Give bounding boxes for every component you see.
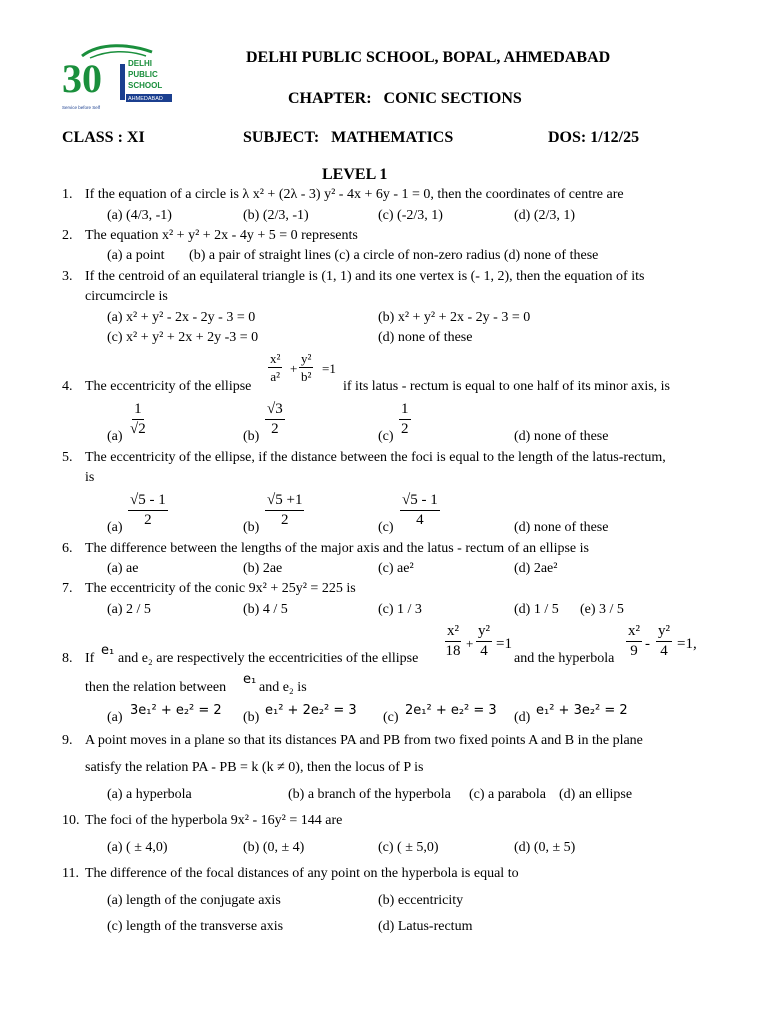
q11-number: 11. <box>62 866 79 881</box>
subject-label: SUBJECT: MATHEMATICS <box>243 129 454 146</box>
q8-hyp-x-num: x² <box>626 624 642 642</box>
q7-option-a: (a) 2 / 5 <box>107 602 151 617</box>
q5-fa-num: √5 - 1 <box>128 493 168 511</box>
q4-text-line1: The eccentricity of the ellipse <box>85 379 252 394</box>
q8-option-c-eq: 2e₁² + e₂² = 3 <box>405 703 497 718</box>
q3-number: 3. <box>62 269 73 284</box>
q5-fb-den: 2 <box>280 512 289 528</box>
q6-text: The difference between the lengths of the major axis and the latus - rectum of an ellipse is <box>85 541 589 556</box>
q8-option-b: (b) <box>243 710 260 725</box>
q4-fc-den: 2 <box>401 421 409 437</box>
q8-hyperbola-rhs: =1, <box>677 636 697 652</box>
q9-option-c: (c) a parabola <box>469 787 546 802</box>
q4-ellipse-x-den: a² <box>270 369 281 384</box>
q4-fc-num: 1 <box>399 402 411 420</box>
q5-fc-num: √5 - 1 <box>400 493 440 511</box>
q1-option-b: (b) (2/3, -1) <box>243 208 309 223</box>
q7-option-e: (e) 3 / 5 <box>580 602 624 617</box>
q5-option-c-fraction <box>400 493 440 528</box>
school-logo <box>60 44 175 112</box>
q3-text-line1: If the centroid of an equilateral triangle is (1, 1) and its one vertex is (- 1, 2), then the equation of its <box>85 269 645 284</box>
logo-tagline: Service before Self <box>62 105 101 110</box>
q4-fb-num: √3 <box>265 402 285 420</box>
q9-option-a: (a) a hyperbola <box>107 787 192 802</box>
q8-if: If <box>85 651 95 666</box>
q8-ellipse-x-term <box>445 624 461 659</box>
q4-number: 4. <box>62 379 73 394</box>
q1-option-a: (a) (4/3, -1) <box>107 208 172 223</box>
q5-option-b: (b) <box>243 520 260 535</box>
q1-number: 1. <box>62 187 73 202</box>
logo-line1: DELHI <box>128 59 152 68</box>
q11-text: The difference of the focal distances of any point on the hyperbola is equal to <box>85 866 519 881</box>
q10-text: The foci of the hyperbola 9x² - 16y² = 144 are <box>85 813 343 828</box>
class-label: CLASS : XI <box>62 129 145 146</box>
q8-text-line3: then the relation between <box>85 680 227 695</box>
q7-option-c: (c) 1 / 3 <box>378 602 422 617</box>
logo-line4: AHMEDABAD <box>128 96 163 102</box>
q8-option-d-eq: e₁² + 3e₂² = 2 <box>536 703 628 718</box>
logo-badge: 30 <box>62 56 102 101</box>
q11-option-a: (a) length of the conjugate axis <box>107 893 281 908</box>
logo-line2: PUBLIC <box>128 70 158 79</box>
q4-option-a: (a) <box>107 429 123 444</box>
q7-text: The eccentricity of the conic 9x² + 25y² = 225 is <box>85 581 356 596</box>
q9-number: 9. <box>62 733 73 748</box>
q3-option-c: (c) x² + y² + 2x + 2y -3 = 0 <box>107 330 259 345</box>
q8-hyperbola-y-term <box>656 624 672 659</box>
q4-ellipse-y-num: y² <box>301 351 312 366</box>
q8-text-line2: and the hyperbola <box>514 651 615 666</box>
q4-ellipse-y-den: b² <box>301 369 312 384</box>
level-heading: LEVEL 1 <box>322 166 388 183</box>
q8-ellipse-y-term <box>476 624 492 659</box>
q8-hyperbola-minus: - <box>645 636 650 652</box>
q8-e1-symbol-2: e₁ <box>243 672 257 687</box>
q8-ellipse-rhs: =1 <box>496 636 512 652</box>
q1-option-c: (c) (-2/3, 1) <box>378 208 443 223</box>
q1-text: If the equation of a circle is λ x² + (2λ - 3) y² - 4x + 6y - 1 = 0, then the coordinates of centre are <box>85 187 624 202</box>
q8-option-c: (c) <box>383 710 399 725</box>
q5-option-b-fraction <box>265 493 304 528</box>
q6-option-b: (b) 2ae <box>243 561 283 576</box>
q6-number: 6. <box>62 541 73 556</box>
q4-ellipse-x-term <box>268 352 282 383</box>
q10-option-c: (c) ( ± 5,0) <box>378 840 439 855</box>
q3-option-d: (d) none of these <box>378 330 473 345</box>
q4-option-a-fraction <box>130 402 146 437</box>
q4-fb-den: 2 <box>271 421 279 437</box>
q1-option-d: (d) (2/3, 1) <box>514 208 576 223</box>
q8-ell-y-num: y² <box>476 624 492 642</box>
q3-option-a: (a) x² + y² - 2x - 2y - 3 = 0 <box>107 310 256 325</box>
q3-text-line2: circumcircle is <box>85 289 168 304</box>
q6-option-c: (c) ae² <box>378 561 414 576</box>
q8-e1-symbol: e₁ <box>101 643 115 658</box>
q5-text-line1: The eccentricity of the ellipse, if the distance between the foci is equal to the length of the latus-rectum, <box>85 450 666 465</box>
q5-option-d: (d) none of these <box>514 520 609 535</box>
q5-number: 5. <box>62 450 73 465</box>
q7-number: 7. <box>62 581 73 596</box>
logo-line3: SCHOOL <box>128 81 163 90</box>
q4-fa-den: √2 <box>130 421 146 437</box>
q9-text-line1: A point moves in a plane so that its distances PA and PB from two fixed points A and B in the plane <box>85 733 643 748</box>
q5-fc-den: 4 <box>416 512 424 528</box>
q4-ellipse-rhs: =1 <box>322 361 336 376</box>
q8-hyperbola-x-term <box>626 624 642 659</box>
q8-hyp-y-den: 4 <box>660 643 668 659</box>
q8-hyp-x-den: 9 <box>630 643 638 659</box>
chapter-title: CHAPTER: CONIC SECTIONS <box>288 90 522 107</box>
q8-text-line4: and e₂ is <box>259 680 307 695</box>
q8-option-a-eq: 3e₁² + e₂² = 2 <box>130 703 222 718</box>
q4-ellipse-y-term <box>299 352 313 383</box>
q2-number: 2. <box>62 228 73 243</box>
q4-option-c: (c) <box>378 429 394 444</box>
q4-option-c-fraction <box>399 402 411 437</box>
q5-option-a: (a) <box>107 520 123 535</box>
q5-option-a-fraction <box>128 493 168 528</box>
q9-option-b: (b) a branch of the hyperbola <box>288 787 451 802</box>
q10-option-b: (b) (0, ± 4) <box>243 840 305 855</box>
q8-text-line1: and e₂ are respectively the eccentricities of the ellipse <box>118 651 419 666</box>
q8-ell-x-den: 18 <box>445 643 461 659</box>
logo-emblem <box>60 44 175 112</box>
q8-option-b-eq: e₁² + 2e₂² = 3 <box>265 703 357 718</box>
q9-text-line2: satisfy the relation PA - PB = k (k ≠ 0), then the locus of P is <box>85 760 424 775</box>
q10-option-a: (a) ( ± 4,0) <box>107 840 168 855</box>
q5-fb-num: √5 +1 <box>265 493 304 511</box>
q8-option-d: (d) <box>514 710 531 725</box>
q11-option-d: (d) Latus-rectum <box>378 919 473 934</box>
q4-ellipse-plus: + <box>290 361 298 376</box>
q4-text-line2: if its latus - rectum is equal to one half of its minor axis, is <box>343 379 670 394</box>
q8-ell-x-num: x² <box>445 624 461 642</box>
dos-label: DOS: 1/12/25 <box>548 129 640 146</box>
q8-number: 8. <box>62 651 73 666</box>
q2-text: The equation x² + y² + 2x - 4y + 5 = 0 represents <box>85 228 358 243</box>
q5-option-c: (c) <box>378 520 394 535</box>
q5-fa-den: 2 <box>144 512 152 528</box>
q8-option-a: (a) <box>107 710 123 725</box>
q6-option-d: (d) 2ae² <box>514 561 558 576</box>
q2-options: (a) a point (b) a pair of straight lines (c) a circle of non-zero radius (d) none of these <box>107 248 599 263</box>
q10-option-d: (d) (0, ± 5) <box>514 840 576 855</box>
q4-ellipse-x-num: x² <box>270 351 281 366</box>
q4-option-d: (d) none of these <box>514 429 609 444</box>
q4-option-b: (b) <box>243 429 260 444</box>
q11-option-b: (b) eccentricity <box>378 893 464 908</box>
q8-hyp-y-num: y² <box>656 624 672 642</box>
q6-option-a: (a) ae <box>107 561 139 576</box>
q7-option-b: (b) 4 / 5 <box>243 602 288 617</box>
q11-option-c: (c) length of the transverse axis <box>107 919 284 934</box>
q4-option-b-fraction <box>265 402 285 437</box>
q8-ellipse-plus: + <box>466 636 474 651</box>
q7-option-d: (d) 1 / 5 <box>514 602 559 617</box>
school-name: DELHI PUBLIC SCHOOL, BOPAL, AHMEDABAD <box>246 49 611 66</box>
q5-text-line2: is <box>85 470 95 485</box>
q4-fa-num: 1 <box>132 402 144 420</box>
q9-option-d: (d) an ellipse <box>559 787 633 802</box>
q3-option-b: (b) x² + y² + 2x - 2y - 3 = 0 <box>378 310 531 325</box>
q10-number: 10. <box>62 813 80 828</box>
q8-ell-y-den: 4 <box>480 643 488 659</box>
